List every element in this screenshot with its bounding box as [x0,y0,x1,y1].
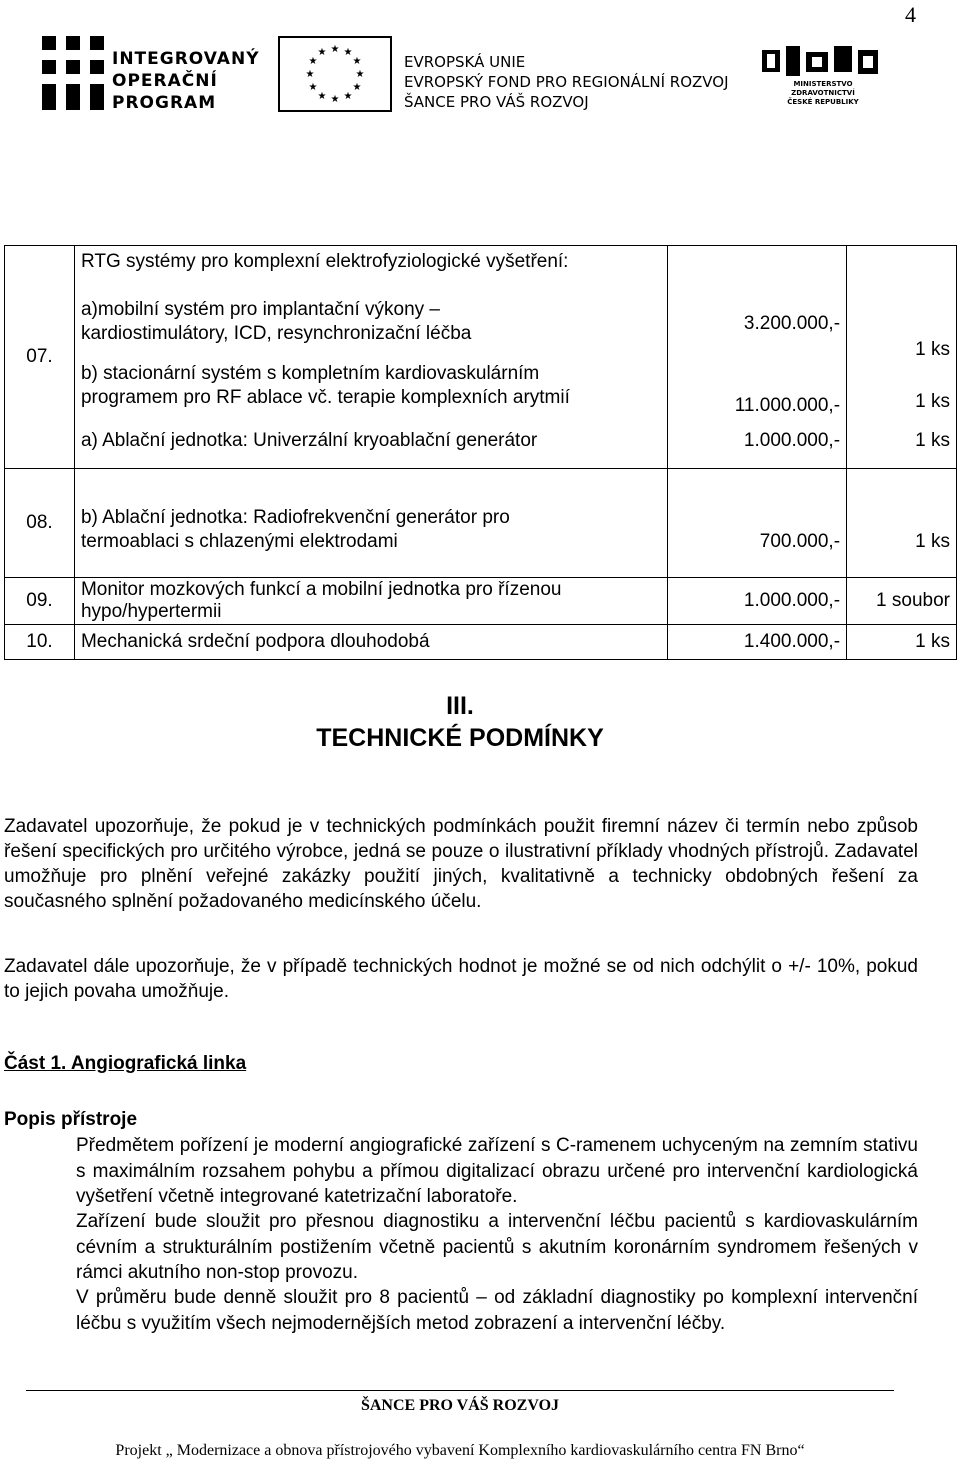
row-08-number: 08. [5,469,75,578]
svg-text:★: ★ [305,69,315,80]
iop-logo-line-2: OPERAČNÍ [112,71,218,91]
row-07-desc-line: b) stacionární systém s kompletním kardiovaskulárním [80,363,540,384]
row-07-desc-line: programem pro RF ablace vč. terapie komplexních arytmií [80,387,570,408]
section-roman-numeral: III. [446,692,474,720]
row-09-desc-line: hypo/hypertermii [80,601,222,622]
row-08-description [74,430,667,578]
page-number: 4 [905,2,916,27]
row-10-description: Mechanická srdeční podpora dlouhodobá [74,625,667,660]
row-08-desc-b-line: termoablaci s chlazenými elektrodami [80,531,398,552]
eu-line-2: EVROPSKÝ FOND PRO REGIONÁLNÍ ROZVOJ [404,73,729,91]
svg-text:★: ★ [352,82,362,93]
row-09-number: 09. [5,578,75,625]
row-08-desc-b-line: b) Ablační jednotka: Radiofrekvenční generátor pro [80,507,510,528]
row-07-desc-line: RTG systémy pro komplexní elektrofyziologické vyšetření: [80,251,569,272]
svg-text:★: ★ [352,56,362,67]
eu-line-3: ŠANCE PRO VÁŠ ROZVOJ [404,93,589,111]
svg-text:★: ★ [317,91,327,102]
row-08-quantities [847,430,957,578]
iop-logo-mark [42,36,104,110]
row-10-price: 1.400.000,- [667,625,846,660]
table-row-10 [5,625,957,660]
row-07-desc-spacer [81,346,667,362]
row-08-desc-a: a) Ablační jednotka: Univerzální kryoablační generátor [80,430,538,451]
row-07-qty-a: 1 ks [915,339,950,360]
table-row-09 [5,578,957,625]
svg-text:★: ★ [343,91,353,102]
mz-logo [762,46,892,107]
row-10-number: 10. [5,625,75,660]
svg-text:★: ★ [317,47,327,58]
svg-text:★: ★ [308,56,318,67]
svg-text:★: ★ [343,47,353,58]
row-09-desc-line: Monitor mozkových funkcí a mobilní jednotka pro řízenou [80,579,562,600]
mz-logo-mark [762,46,878,76]
row-07-desc-line: a)mobilní systém pro implantační výkony – [80,299,441,320]
eu-line-1: EVROPSKÁ UNIE [404,53,526,71]
svg-text:★: ★ [330,44,340,55]
eu-stars-icon [280,38,390,110]
row-08-prices [667,430,846,578]
description-paragraph-2: Zařízení bude sloužit pro přesnou diagnostiku a intervenční léčbu pacientů s kardiovaskulárním cévním a strukturálním postižením včetně pacientů s akutním koronárním syndromem řešených v rámci akutního non-stop provozu. [76,1211,918,1283]
row-07-desc-spacer [81,274,667,298]
intro-paragraph-2: Zadavatel dále upozorňuje, že v případě technických hodnot je možné se od nich odchýlit o +/- 10%, pokud to jejich povaha umožňuje. [4,956,918,1002]
intro-paragraph-1: Zadavatel upozorňuje, že pokud je v technických podmínkách použit firemní název či termín nebo způsob řešení specifických pro určitého výrobce, jedná se pouze o ilustrativní příklady vhodných přístrojů. Zadavatel umožňuje pro plnění veřejné zakázky použití jiných, kvalitativně a technicky obdobných řešení za současného splnění požadovaného medicínského účelu. [4,816,918,912]
eu-flag-logo [278,36,392,112]
part-label: Část 1. Angiografická linka [4,1053,247,1074]
row-08-price-b: 700.000,- [759,531,841,552]
iop-logo [42,36,260,116]
section-title: TECHNICKÉ PODMÍNKY [316,724,604,752]
iop-logo-line-3: PROGRAM [112,93,217,113]
row-08-qty-b: 1 ks [915,531,950,552]
items-table [4,245,957,660]
row-09-price: 1.000.000,- [667,578,846,625]
row-08-price-a: 1.000.000,- [743,430,841,451]
eu-text [404,52,729,112]
row-07-price-a: 3.200.000,- [743,313,841,334]
description-heading: Popis přístroje [4,1109,138,1130]
table-row-08 [5,469,957,578]
svg-text:★: ★ [308,82,318,93]
row-09-description [74,578,667,625]
footer-divider [26,1390,894,1391]
row-09-qty: 1 soubor [847,578,957,625]
footer-project: Projekt „ Modernizace a obnova přístrojového vybavení Komplexního kardiovaskulárního centra FN Brno“ [115,1442,805,1459]
iop-logo-line-1: INTEGROVANÝ [112,49,260,69]
row-07-number: 07. [5,246,75,469]
footer-slogan: ŠANCE PRO VÁŠ ROZVOJ [360,1397,560,1414]
row-07-qty-b: 1 ks [915,391,950,412]
svg-text:★: ★ [355,69,365,80]
mz-line-2: ČESKÉ REPUBLIKY [787,98,859,106]
row-08-qty-a: 1 ks [915,430,950,451]
row-10-qty: 1 ks [847,625,957,660]
svg-text:★: ★ [330,94,340,105]
row-07-price-b: 11.000.000,- [734,395,841,416]
description-paragraph-1: Předmětem pořízení je moderní angiografické zařízení s C-ramenem uchyceným na zemním stativu s maximálním rozsahem pohybu a přímou digitalizací obrazu určené pro intervenční kardiologická vyšetření včetně integrované katetrizační laboratoře. [76,1135,918,1207]
description-paragraph-3: V průměru bude denně sloužit pro 8 pacientů – od základní diagnostiky po komplexní intervenční léčbu s využitím všech nejmodernějších metod zobrazení a intervenční léčby. [76,1287,918,1334]
mz-line-1: MINISTERSTVO ZDRAVOTNICTVÍ [791,80,855,97]
row-07-desc-line: kardiostimulátory, ICD, resynchronizační léčba [80,323,472,344]
